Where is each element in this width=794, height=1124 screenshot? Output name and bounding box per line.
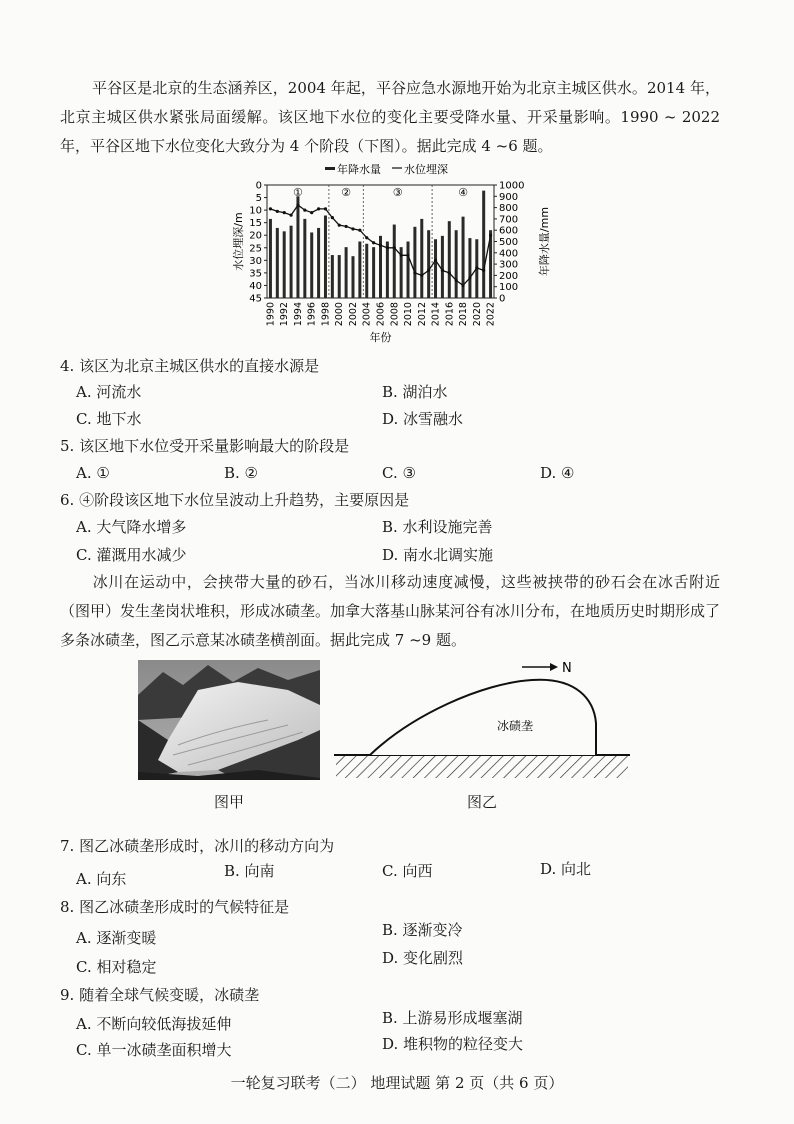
q8-option-b[interactable]: B. 逐渐变冷 — [382, 921, 463, 939]
depth-point — [400, 254, 403, 257]
q8-option-c[interactable]: C. 相对稳定 — [76, 958, 157, 976]
q9-option-b[interactable]: B. 上游易形成堰塞湖 — [382, 1009, 523, 1027]
stage-label-1: ① — [293, 186, 303, 199]
q4-stem: 4. 该区为北京主城区供水的直接水源是 — [60, 357, 320, 375]
glacier-photo — [138, 660, 320, 780]
depth-point — [283, 211, 286, 214]
q6-option-a[interactable]: A. 大气降水增多 — [76, 518, 187, 536]
left-tick-label: 10 — [249, 205, 262, 217]
north-label: N — [562, 661, 572, 676]
fig-a-caption: 图甲 — [214, 793, 245, 811]
depth-point — [386, 246, 389, 249]
x-tick-label: 2014 — [430, 302, 442, 327]
precip-bar — [283, 231, 286, 298]
q5-option-b[interactable]: B. ② — [224, 464, 259, 482]
precip-bar — [310, 232, 313, 298]
fig-b-caption: 图乙 — [467, 793, 498, 811]
right-tick-label: 200 — [499, 270, 519, 282]
depth-point — [289, 214, 292, 217]
left-tick-label: 35 — [249, 268, 262, 280]
q8-option-d[interactable]: D. 变化剧烈 — [382, 949, 464, 967]
left-tick-label: 25 — [249, 243, 262, 255]
left-tick-label: 20 — [249, 230, 262, 242]
precip-bar — [345, 247, 348, 298]
q4-option-d[interactable]: D. 冰雪融水 — [382, 410, 464, 428]
x-tick-label: 1994 — [292, 302, 304, 327]
x-tick-label: 2016 — [444, 302, 456, 327]
q4-option-c[interactable]: C. 地下水 — [76, 410, 142, 428]
precip-bar — [407, 242, 410, 299]
x-tick-label: 2010 — [403, 302, 415, 327]
precip-bar — [296, 196, 299, 298]
right-tick-label: 300 — [499, 259, 519, 271]
precip-bar — [365, 244, 368, 298]
depth-point — [365, 236, 368, 239]
q7-option-d[interactable]: D. 向北 — [540, 860, 592, 878]
precip-bar — [269, 219, 272, 298]
x-axis-title: 年份 — [369, 331, 392, 344]
stage-label-2: ② — [341, 186, 352, 199]
precip-bar — [434, 239, 437, 298]
q9-option-a[interactable]: A. 不断向较低海拔延伸 — [76, 1015, 232, 1033]
legend-precip-label: 年降水量 — [337, 163, 381, 176]
right-tick-label: 800 — [499, 203, 519, 215]
x-tick-label: 2012 — [416, 302, 428, 327]
precip-bar — [413, 227, 416, 298]
depth-point — [420, 274, 423, 277]
depth-point — [455, 279, 458, 282]
x-tick-label: 2000 — [334, 302, 346, 327]
depth-point — [441, 269, 444, 272]
right-tick-label: 700 — [499, 214, 519, 226]
left-tick-label: 45 — [249, 293, 262, 305]
depth-point — [303, 209, 306, 212]
depth-point — [413, 271, 416, 274]
depth-point — [310, 211, 313, 214]
q5-option-a[interactable]: A. ① — [76, 464, 110, 482]
x-tick-label: 2006 — [375, 302, 387, 327]
depth-point — [276, 210, 279, 213]
depth-point — [379, 244, 382, 247]
q7-option-b[interactable]: B. 向南 — [224, 862, 275, 880]
left-tick-label: 40 — [249, 280, 262, 292]
right-tick-label: 400 — [499, 248, 519, 260]
precip-bar — [276, 228, 279, 298]
depth-point — [468, 276, 471, 279]
q6-option-c[interactable]: C. 灌溉用水减少 — [76, 546, 187, 564]
left-tick-label: 15 — [249, 218, 262, 230]
right-axis-title: 年降水量/mm — [538, 206, 551, 277]
precip-bar — [372, 247, 375, 298]
precip-bar — [303, 219, 306, 298]
stage-label-4: ④ — [458, 186, 468, 199]
depth-point — [324, 207, 327, 210]
q5-option-c[interactable]: C. ③ — [382, 464, 416, 482]
precip-bar — [448, 221, 451, 298]
x-tick-label: 2018 — [458, 302, 470, 327]
x-tick-label: 2022 — [485, 302, 497, 327]
x-tick-label: 1992 — [279, 302, 291, 327]
precip-bar — [317, 228, 320, 298]
left-tick-label: 30 — [249, 255, 262, 267]
precip-bar — [468, 238, 471, 298]
depth-point — [269, 207, 272, 210]
depth-point — [489, 234, 492, 237]
depth-point — [448, 271, 451, 274]
q7-option-a[interactable]: A. 向东 — [76, 870, 127, 888]
stage-label-3: ③ — [392, 186, 403, 199]
q5-stem: 5. 该区地下水位受开采量影响最大的阶段是 — [60, 437, 350, 455]
precip-bar — [427, 230, 430, 298]
precip-bar — [351, 256, 354, 298]
right-tick-label: 900 — [499, 191, 519, 203]
q9-option-d[interactable]: D. 堆积物的粒径变大 — [382, 1035, 524, 1053]
precip-bar — [441, 236, 444, 298]
precip-bar — [324, 216, 327, 298]
precip-bar — [420, 219, 423, 298]
moraine-profile — [370, 680, 596, 755]
q4-option-a[interactable]: A. 河流水 — [76, 383, 142, 401]
q6-option-b[interactable]: B. 水利设施完善 — [382, 518, 493, 536]
depth-point — [427, 269, 430, 272]
north-arrow-head — [550, 663, 558, 671]
x-tick-label: 1996 — [306, 302, 318, 327]
q8-stem: 8. 图乙冰碛垄形成时的气候特征是 — [60, 898, 290, 916]
right-tick-label: 500 — [499, 237, 519, 248]
q9-stem: 9. 随着全球气候变暖，冰碛垄 — [60, 986, 260, 1004]
legend-bar-swatch — [325, 167, 335, 170]
depth-point — [372, 241, 375, 244]
groundwater-chart — [222, 158, 562, 346]
x-tick-label: 2002 — [347, 302, 359, 327]
depth-point — [434, 259, 437, 262]
depth-point — [461, 284, 464, 287]
depth-point — [351, 227, 354, 230]
left-tick-label: 5 — [255, 193, 262, 205]
x-tick-label: 1998 — [320, 302, 332, 327]
depth-point — [406, 254, 409, 257]
x-tick-label: 1990 — [265, 302, 277, 327]
precip-bar — [386, 242, 389, 299]
depth-point — [317, 207, 320, 210]
right-tick-label: 0 — [499, 293, 506, 305]
precip-bar — [331, 255, 334, 298]
x-tick-label: 2020 — [471, 302, 483, 327]
q7-stem: 7. 图乙冰碛垄形成时，冰川的移动方向为 — [60, 837, 335, 855]
moraine-cross-section — [332, 655, 632, 785]
q7-option-c[interactable]: C. 向西 — [382, 862, 433, 880]
right-tick-label: 1000 — [499, 180, 525, 192]
depth-point — [296, 203, 299, 206]
q4-option-b[interactable]: B. 湖泊水 — [382, 383, 448, 401]
q6-stem: 6. ④阶段该区地下水位呈波动上升趋势，主要原因是 — [60, 491, 410, 509]
depth-point — [345, 225, 348, 228]
depth-point — [358, 229, 361, 232]
q8-option-a[interactable]: A. 逐渐变暖 — [76, 929, 157, 947]
page-footer: 一轮复习联考（二） 地理试题 第 2 页（共 6 页） — [230, 1074, 564, 1092]
right-tick-label: 600 — [499, 225, 519, 237]
intro-paragraph-2: 冰川在运动中，会挟带大量的砂石，当冰川移动速度减慢，这些被挟带的砂石会在冰舌附近（图甲）发生垄岗状堆积，形成冰碛垄。加拿大落基山脉某河谷有冰川分布，在地质历史时期形成了多条冰碛垄，图乙示意某冰碛垄横剖面。据此完成 7 ~9 题。 — [60, 573, 721, 649]
q9-option-c[interactable]: C. 单一冰碛垄面积增大 — [76, 1041, 232, 1059]
x-tick-label: 2004 — [361, 302, 373, 327]
q5-option-d[interactable]: D. ④ — [540, 464, 575, 482]
depth-point — [331, 216, 334, 219]
precip-bar — [290, 226, 293, 298]
left-axis-title: 水位埋深/m — [232, 212, 245, 271]
precip-bar — [338, 255, 341, 298]
right-tick-label: 100 — [499, 282, 519, 294]
depth-point — [393, 246, 396, 249]
q6-option-d[interactable]: D. 南水北调实施 — [382, 546, 494, 564]
moraine-label: 冰碛垄 — [497, 719, 534, 733]
intro-paragraph-1: 平谷区是北京的生态涵养区，2004 年起，平谷应急水源地开始为北京主城区供水。2014 年，北京主城区供水紧张局面缓解。该区地下水位的变化主要受降水量、开采量影响。1990 ~ 2022 年，平谷区地下水位变化大致分为 4 个阶段（下图）。据此完成 4 ~6 题。 — [60, 79, 720, 155]
legend-depth-label: 水位埋深 — [404, 163, 448, 176]
precip-bar — [455, 230, 458, 298]
ground-hatch — [336, 756, 628, 778]
left-tick-label: 0 — [255, 180, 262, 192]
depth-point — [475, 266, 478, 269]
precip-bar — [482, 191, 485, 298]
depth-point — [338, 224, 341, 227]
depth-point — [482, 269, 485, 272]
precip-bar — [358, 242, 361, 299]
precip-bar — [393, 225, 396, 298]
x-tick-label: 2008 — [389, 302, 401, 327]
